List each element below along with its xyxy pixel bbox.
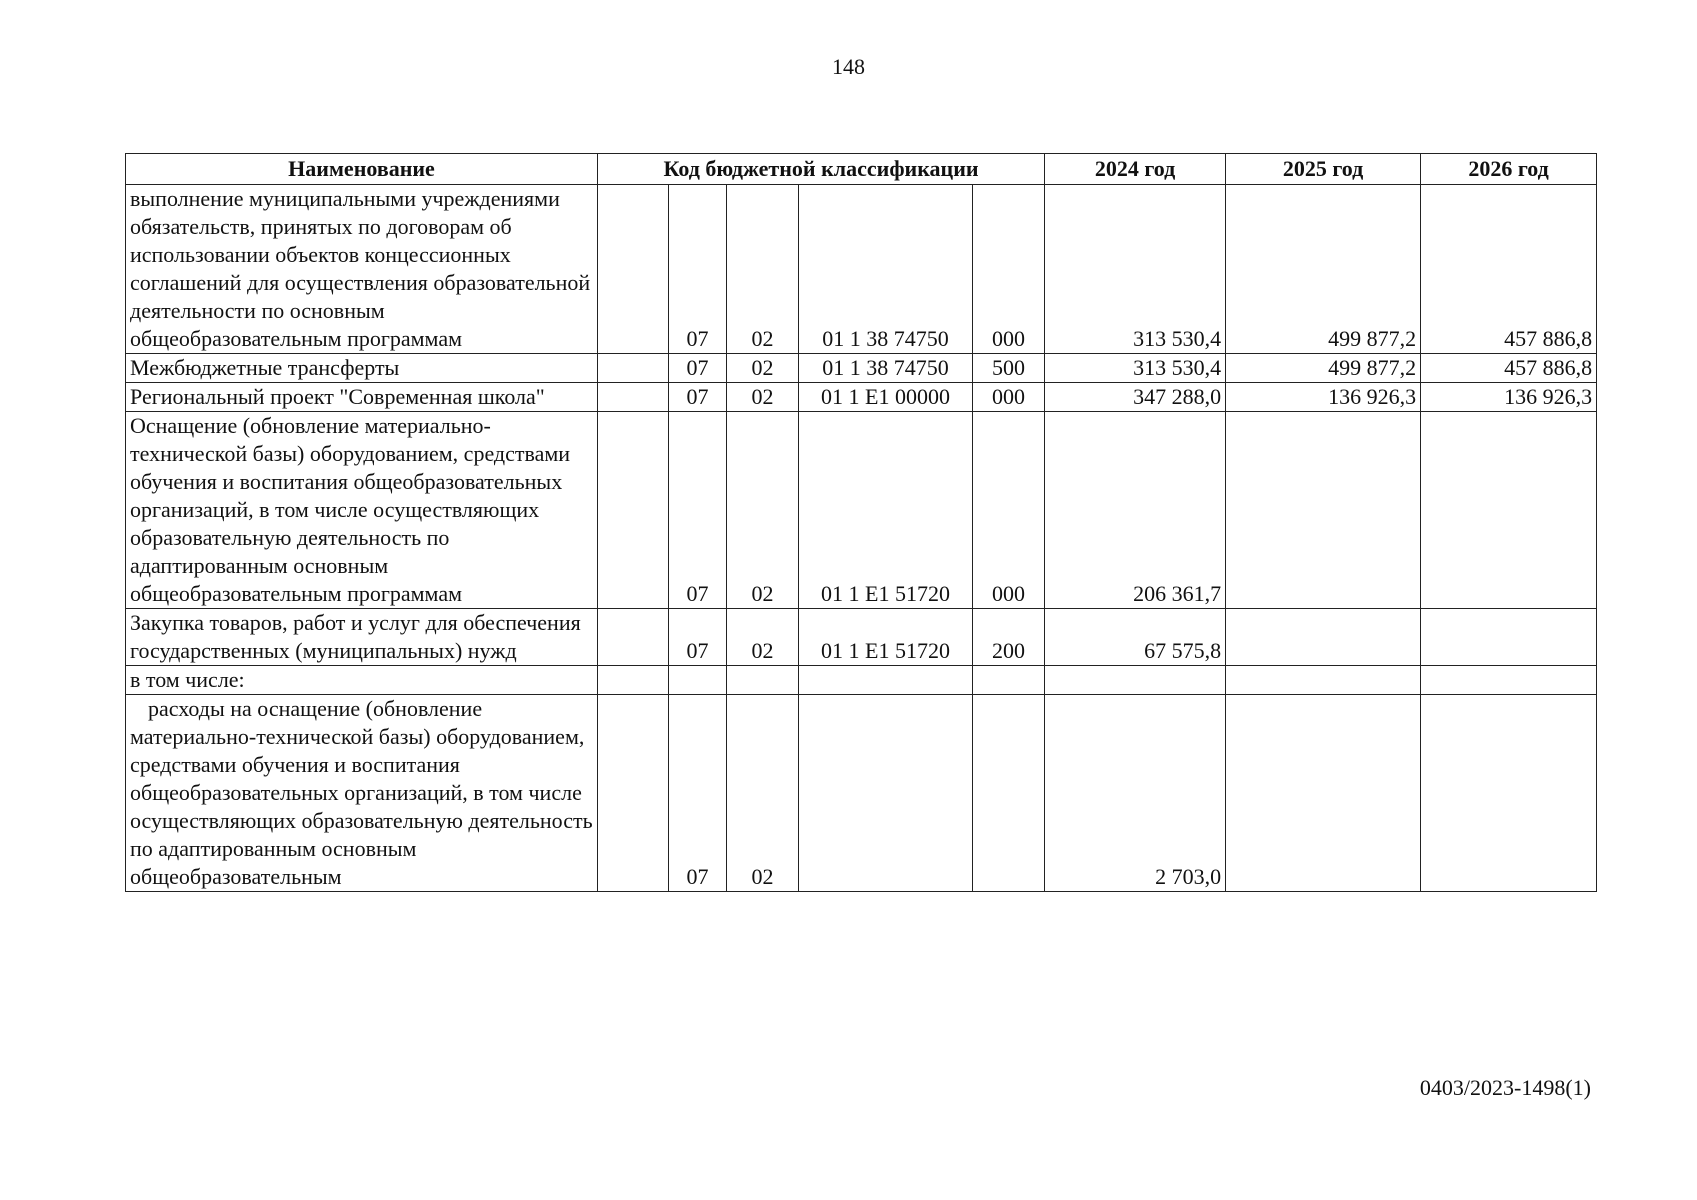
value-2026 — [1421, 609, 1597, 666]
code-part-1 — [598, 695, 669, 892]
page-number: 148 — [832, 54, 865, 79]
header-2026: 2026 год — [1421, 154, 1597, 185]
code-target-article: 01 1 38 74750 — [799, 354, 973, 383]
code-part-1 — [598, 609, 669, 666]
table-row — [126, 185, 1597, 354]
value-2026 — [1421, 666, 1597, 695]
code-part-1 — [598, 383, 669, 412]
code-subsection — [727, 666, 799, 695]
code-expense-type — [973, 666, 1045, 695]
code-subsection: 02 — [727, 185, 799, 354]
value-2026: 457 886,8 — [1421, 185, 1597, 354]
code-subsection: 02 — [727, 695, 799, 892]
value-2024: 67 575,8 — [1045, 609, 1226, 666]
row-name: Закупка товаров, работ и услуг для обеспечения государственных (муниципальных) нужд — [126, 609, 598, 666]
table-header-row — [126, 154, 1597, 185]
code-target-article — [799, 695, 973, 892]
code-expense-type: 000 — [973, 412, 1045, 609]
table-row — [126, 695, 1597, 892]
row-name: выполнение муниципальными учреждениями обязательств, принятых по договорам об использовании объектов концессионных соглашений для осуществления образовательной деятельности по основным общеобразовательным программам — [126, 185, 598, 354]
table-row — [126, 609, 1597, 666]
header-2025: 2025 год — [1226, 154, 1421, 185]
code-section: 07 — [669, 695, 727, 892]
document-id: 0403/2023-1498(1) — [1419, 1075, 1591, 1100]
value-2024: 347 288,0 — [1045, 383, 1226, 412]
row-name: Региональный проект "Современная школа" — [126, 383, 598, 412]
header-2024: 2024 год — [1045, 154, 1226, 185]
code-section: 07 — [669, 354, 727, 383]
row-name: в том числе: — [126, 666, 598, 695]
value-2024: 206 361,7 — [1045, 412, 1226, 609]
value-2025: 499 877,2 — [1226, 185, 1421, 354]
code-subsection: 02 — [727, 412, 799, 609]
value-2025 — [1226, 412, 1421, 609]
value-2025 — [1226, 695, 1421, 892]
row-name: расходы на оснащение (обновление материально-технической базы) оборудованием, средствами обучения и воспитания общеобразовательных организаций, в том числе осуществляющих образовательную деятельность по адаптированным основным общеобразовательным — [126, 695, 598, 892]
code-expense-type: 500 — [973, 354, 1045, 383]
code-expense-type: 000 — [973, 185, 1045, 354]
code-target-article: 01 1 E1 51720 — [799, 412, 973, 609]
code-subsection: 02 — [727, 354, 799, 383]
table-row — [126, 412, 1597, 609]
table-row — [126, 666, 1597, 695]
code-expense-type: 000 — [973, 383, 1045, 412]
value-2024: 313 530,4 — [1045, 354, 1226, 383]
table-row — [126, 383, 1597, 412]
table-row — [126, 354, 1597, 383]
value-2026: 457 886,8 — [1421, 354, 1597, 383]
code-target-article: 01 1 E1 51720 — [799, 609, 973, 666]
value-2026: 136 926,3 — [1421, 383, 1597, 412]
code-expense-type — [973, 695, 1045, 892]
header-name: Наименование — [126, 154, 598, 185]
value-2026 — [1421, 412, 1597, 609]
code-target-article: 01 1 38 74750 — [799, 185, 973, 354]
code-section: 07 — [669, 185, 727, 354]
code-subsection: 02 — [727, 383, 799, 412]
code-section: 07 — [669, 383, 727, 412]
value-2025 — [1226, 609, 1421, 666]
value-2024: 313 530,4 — [1045, 185, 1226, 354]
budget-table — [125, 153, 1597, 892]
code-part-1 — [598, 185, 669, 354]
header-code: Код бюджетной классификации — [598, 154, 1045, 185]
code-section — [669, 666, 727, 695]
code-expense-type: 200 — [973, 609, 1045, 666]
code-part-1 — [598, 354, 669, 383]
value-2024: 2 703,0 — [1045, 695, 1226, 892]
row-name: Оснащение (обновление материально-технической базы) оборудованием, средствами обучения и воспитания общеобразовательных организаций, в том числе осуществляющих образовательную деятельность по адаптированным основным общеобразовательным программам — [126, 412, 598, 609]
code-target-article: 01 1 E1 00000 — [799, 383, 973, 412]
code-section: 07 — [669, 412, 727, 609]
row-name: Межбюджетные трансферты — [126, 354, 598, 383]
value-2025 — [1226, 666, 1421, 695]
code-part-1 — [598, 666, 669, 695]
value-2025: 499 877,2 — [1226, 354, 1421, 383]
code-subsection: 02 — [727, 609, 799, 666]
code-part-1 — [598, 412, 669, 609]
value-2024 — [1045, 666, 1226, 695]
code-target-article — [799, 666, 973, 695]
code-section: 07 — [669, 609, 727, 666]
value-2026 — [1421, 695, 1597, 892]
value-2025: 136 926,3 — [1226, 383, 1421, 412]
